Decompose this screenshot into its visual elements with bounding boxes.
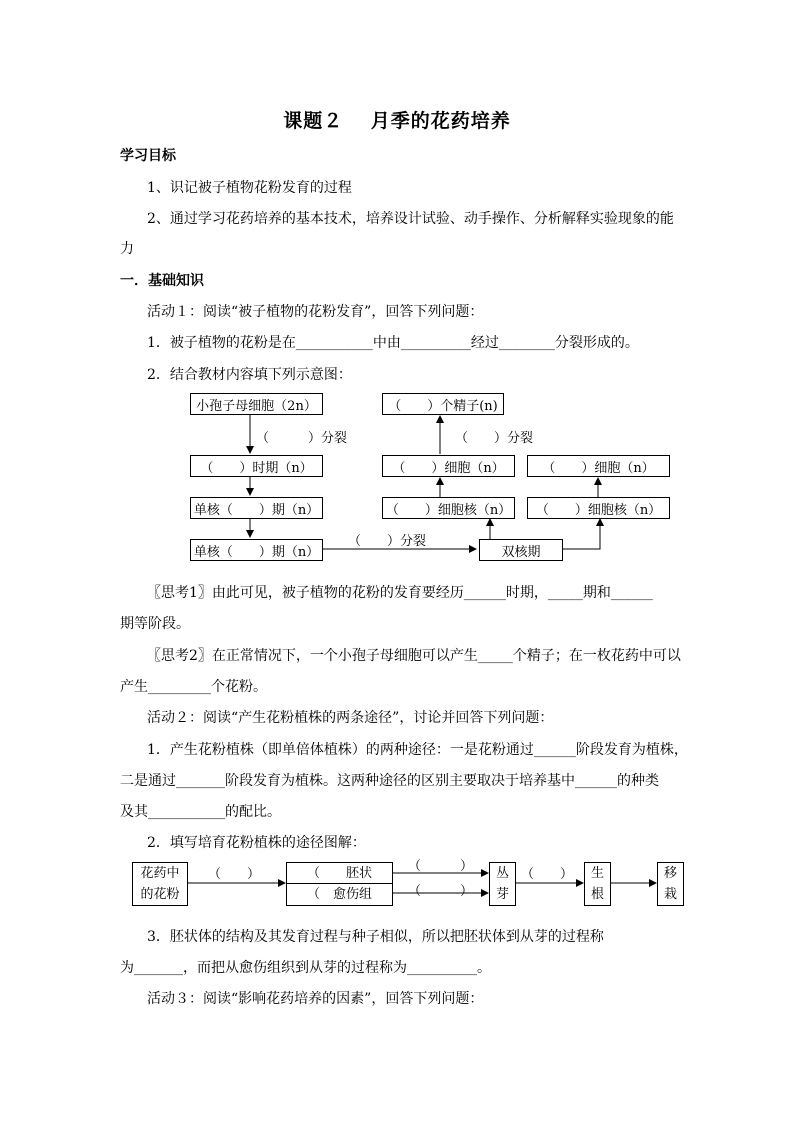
box-embryoid-callus bbox=[286, 862, 393, 906]
box-microspore-mother-cell: 小孢子母细胞（2n） bbox=[190, 393, 323, 415]
activity-2-q3-line-2: 为_______，而把从愈伤组织到从芽的过程称为__________。 bbox=[120, 960, 491, 976]
activity-2-q3-line-1: 3．胚状体的结构及其发育过程与种子相似，所以把胚状体到从芽的过程称 bbox=[147, 929, 604, 945]
think-1-line-1: 〖思考1〗由此可见，被子植物的花粉的发育要经历______时期，_____期和______ bbox=[147, 585, 653, 601]
box-pollen-in-anther: 花药中 的花粉 bbox=[132, 862, 188, 906]
box-cell-b: （ ）细胞（n） bbox=[527, 455, 670, 477]
question-1: 1．被子植物的花粉是在___________中由__________经过________分裂形成的。 bbox=[147, 335, 639, 351]
activity-2-q2: 2．填写培育花粉植株的途径图解： bbox=[147, 835, 366, 851]
goals-heading: 学习目标 bbox=[120, 148, 176, 164]
box-nucleus-b: （ ）细胞核（n） bbox=[527, 497, 670, 519]
goal-2-line-1: 2、通过学习花药培养的基本技术，培养设计试验、动手操作、分析解释实验现象的能 bbox=[147, 211, 674, 227]
box-nucleus-a: （ ）细胞核（n） bbox=[382, 497, 515, 519]
label-embryoid-stage: （ ） bbox=[408, 859, 474, 874]
box-callus: （ 愈伤组 bbox=[306, 887, 372, 902]
box-embryoid: （ 胚状 bbox=[287, 863, 392, 884]
goal-2-line-2: 力 bbox=[120, 241, 134, 257]
box-mononuclear-1: 单核（ ）期（n） bbox=[190, 497, 323, 519]
box-transplant: 移 栽 bbox=[657, 862, 684, 906]
box-mononuclear-2: 单核（ ）期（n） bbox=[190, 539, 323, 561]
label-division-2: （ ）分裂 bbox=[348, 534, 427, 549]
think-1-line-2: 期等阶段。 bbox=[120, 616, 190, 632]
box-sperm: （ ）个精子(n) bbox=[382, 393, 504, 415]
goal-1: 1、识记被子植物花粉发育的过程 bbox=[147, 180, 352, 196]
box-rooting: 生 根 bbox=[584, 862, 611, 906]
section-1-heading: 一．基础知识 bbox=[120, 273, 204, 289]
activity-2: 活动２：阅读“产生花粉植株的两条途径”，讨论并回答下列问题： bbox=[147, 710, 554, 726]
think-2-line-2: 产生_________个花粉。 bbox=[120, 679, 267, 695]
question-2: 2．结合教材内容填下列示意图： bbox=[147, 367, 352, 383]
box-cell-a: （ ）细胞（n） bbox=[382, 455, 515, 477]
label-callus-stage: （ ） bbox=[408, 884, 474, 899]
activity-2-q1-line-2: 二是通过_______阶段发育为植株。这两种途径的区别主要取决于培养基中______的种类 bbox=[120, 773, 659, 789]
label-division-1: （ ）分裂 bbox=[256, 431, 348, 446]
box-binucleate: 双核期 bbox=[479, 539, 563, 561]
activity-1: 活动１：阅读“被子植物的花粉发育”，回答下列问题： bbox=[147, 304, 484, 320]
label-first-stage: （ ） bbox=[208, 867, 261, 882]
label-shoot-stage: （ ） bbox=[521, 867, 574, 882]
page-title: 课题２ 月季的花药培养 bbox=[283, 110, 511, 132]
activity-2-q1-line-3: 及其___________的配比。 bbox=[120, 804, 281, 820]
activity-3: 活动３：阅读“影响花药培养的因素”，回答下列问题： bbox=[147, 991, 484, 1007]
box-stage-1: （ ）时期（n） bbox=[190, 455, 323, 477]
label-division-3: （ ）分裂 bbox=[455, 431, 534, 446]
think-2-line-1: 〖思考2〗在正常情况下，一个小孢子母细胞可以产生_____个精子；在一枚花药中可以 bbox=[147, 648, 681, 664]
activity-2-q1-line-1: 1．产生花粉植株（即单倍体植株）的两种途径：一是花粉通过______阶段发育为植株， bbox=[147, 742, 688, 758]
box-shoot-cluster: 丛 芽 bbox=[489, 862, 516, 906]
